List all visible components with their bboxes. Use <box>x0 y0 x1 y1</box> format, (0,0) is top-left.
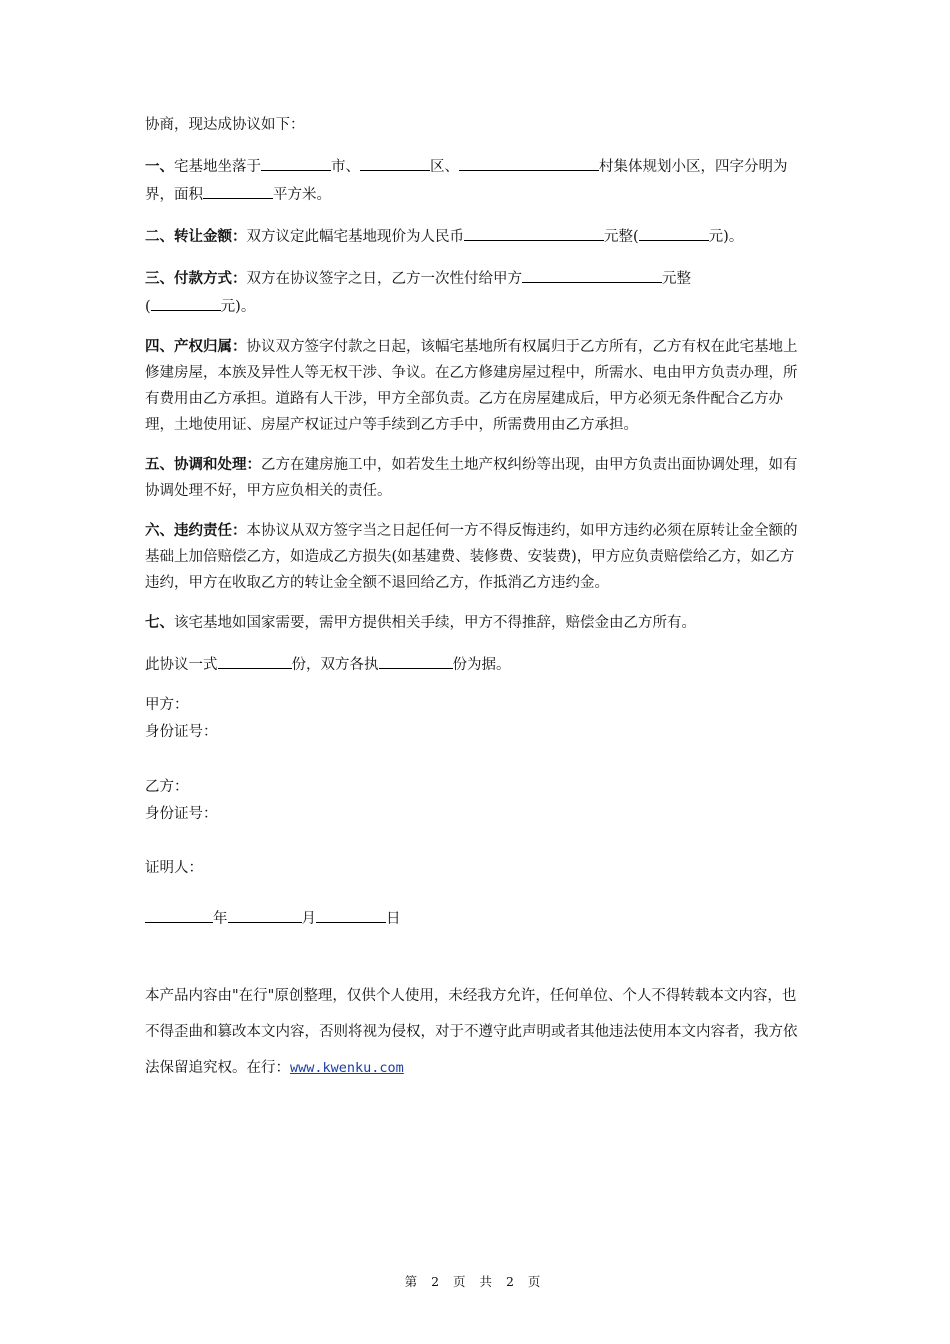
clause-7-head: 七、 <box>145 614 174 631</box>
month-blank <box>228 904 302 923</box>
clause-3-text: 双方在协议签字之日，乙方一次性付给甲方 <box>246 271 522 287</box>
clause-6-text: 本协议从双方签字当之日起任何一方不得反悔违约，如甲方违约必须在原转让金全额的基础上加倍赔偿乙方，如造成乙方损失(如基建费、装修费、安装费)，甲方应负责赔偿给乙方，如乙方违约，甲方在收取乙方的转让金全额不退回给乙方，作抵消乙方违约金。 <box>145 523 798 591</box>
intro-text: 协商，现达成协议如下： <box>145 117 305 133</box>
month-label: 月 <box>301 911 316 927</box>
clause-1-city-label: 市、 <box>331 159 360 175</box>
clause-7-text: 该宅基地如国家需要，需甲方提供相关手续，甲方不得推辞，赔偿金由乙方所有。 <box>174 615 696 631</box>
party-b-label: 乙方： <box>145 779 189 795</box>
clause-1 <box>145 152 805 208</box>
copies-end: 份为据。 <box>452 657 511 673</box>
page-number: 第 2 页 共 2 页 <box>404 1274 546 1289</box>
clause-3-end: 元)。 <box>220 299 256 315</box>
clause-3-paren: ( <box>145 299 151 315</box>
clause-1-area-text: 村集体规划小区，四字分明为界，面积 <box>145 159 788 203</box>
clause-6-head: 六、违约责任： <box>145 522 247 539</box>
city-blank <box>261 152 331 171</box>
witness-label: 证明人： <box>145 860 203 876</box>
clause-6 <box>145 518 805 596</box>
copies-count-blank <box>218 650 292 669</box>
price-blank <box>464 222 604 241</box>
party-b-id-label: 身份证号： <box>145 806 218 822</box>
clause-3-yuan: 元整 <box>662 271 691 287</box>
village-blank <box>459 152 599 171</box>
clause-5-text: 乙方在建房施工中，如若发生土地产权纠纷等出现，由甲方负责出面协调处理，如有协调处理不好，甲方应负相关的责任。 <box>145 457 798 499</box>
clause-1-unit: 平方米。 <box>273 187 331 203</box>
notice-text: 本产品内容由"在行"原创整理，仅供个人使用，未经我方允许，任何单位、个人不得转载本文内容，也不得歪曲和篡改本文内容，否则将视为侵权，对于不遵守此声明或者其他违法使用本文内容者，我方依法保留追究权。在行： <box>145 988 798 1076</box>
date-line <box>145 904 805 932</box>
year-blank <box>145 904 213 923</box>
area-blank <box>203 180 273 199</box>
clause-4-head: 四、产权归属： <box>145 338 247 355</box>
price-number-blank <box>639 222 709 241</box>
clause-2 <box>145 222 805 250</box>
payment-number-blank <box>151 292 221 311</box>
copies-each-blank <box>379 650 453 669</box>
party-a-id-label: 身份证号： <box>145 724 218 740</box>
copies-line <box>145 650 805 678</box>
clause-2-head: 二、转让金额： <box>145 228 247 245</box>
clause-2-yuan: 元整( <box>604 229 639 245</box>
clause-1-district-label: 区、 <box>430 159 459 175</box>
clause-1-head: 一、 <box>145 158 174 175</box>
clause-3-head: 三、付款方式： <box>145 270 247 287</box>
district-blank <box>360 152 430 171</box>
clause-7 <box>145 610 805 636</box>
clause-2-text: 双方议定此幅宅基地现价为人民币 <box>246 229 464 245</box>
signature-block <box>145 692 805 882</box>
day-blank <box>316 904 386 923</box>
copies-text: 此协议一式 <box>145 657 218 673</box>
clause-3 <box>145 264 805 320</box>
clause-4 <box>145 334 805 438</box>
copyright-notice <box>145 978 805 1086</box>
day-label: 日 <box>386 911 401 927</box>
clause-5 <box>145 452 805 504</box>
clause-1-text: 宅基地坐落于 <box>174 159 261 175</box>
website-link[interactable]: www.kwenku.com <box>290 1060 404 1076</box>
clause-5-head: 五、协调和处理： <box>145 456 261 473</box>
payment-blank <box>522 264 662 283</box>
copies-each-text: 份，双方各执 <box>291 657 379 673</box>
party-a-label: 甲方： <box>145 697 189 713</box>
document-body <box>145 112 805 1086</box>
year-label: 年 <box>213 911 228 927</box>
clause-4-text: 协议双方签字付款之日起，该幅宅基地所有权属归于乙方所有，乙方有权在此宅基地上修建房屋，本族及异性人等无权干涉、争议。在乙方修建房屋过程中，所需水、电由甲方负责办理，所有费用由乙方承担。道路有人干涉，甲方全部负责。乙方在房屋建成后，甲方必须无条件配合乙方办理，土地使用证、房屋产权证过户等手续到乙方手中，所需费用由乙方承担。 <box>145 339 798 433</box>
clause-2-end: 元)。 <box>708 229 744 245</box>
